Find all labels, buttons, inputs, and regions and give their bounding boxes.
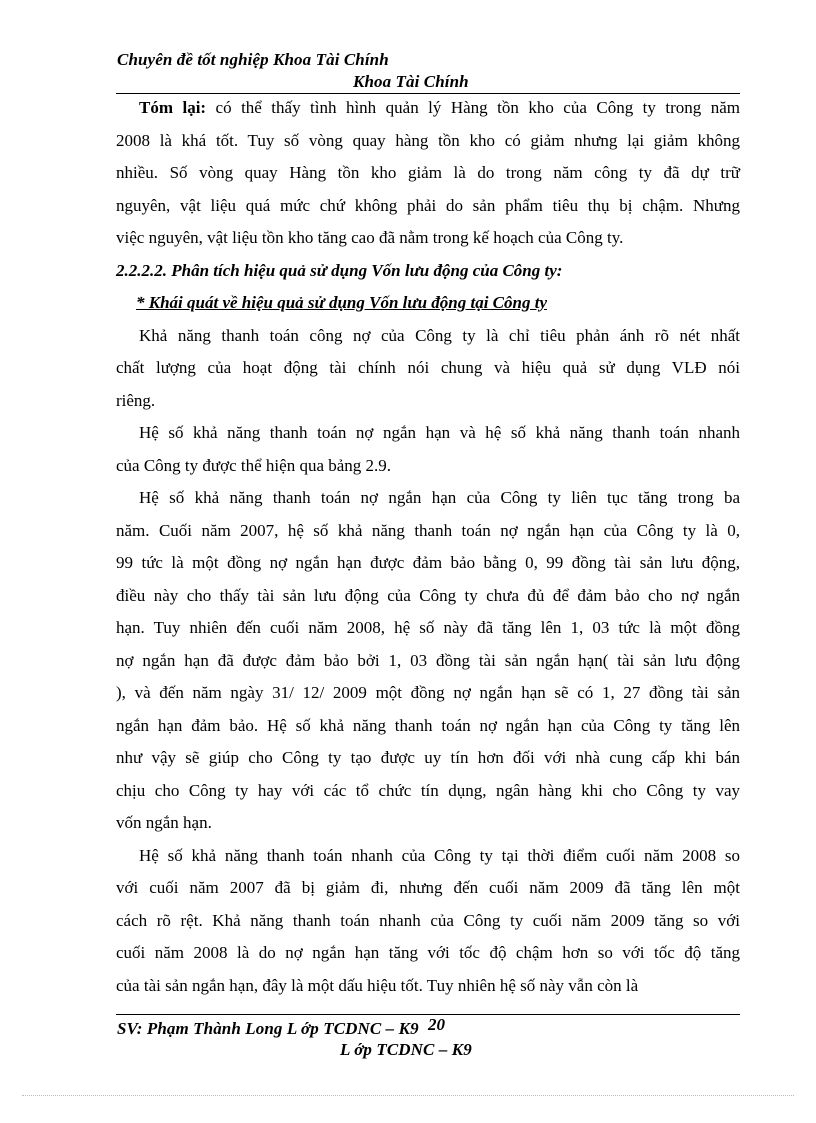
footer-author: SV: Phạm Thành Long L ớp TCDNC – K9 <box>117 1019 419 1038</box>
paragraph-line: điều này cho thấy tài sản lưu động của Công ty chưa đủ để đảm bảo cho nợ ngắn <box>116 585 740 605</box>
paragraph-line: với cuối năm 2007 đã bị giảm đi, nhưng đến cuối năm 2009 đã tăng lên một <box>116 878 740 897</box>
paragraph-line: Khả năng thanh toán công nợ của Công ty là chỉ tiêu phản ánh rõ nét nhất <box>139 325 740 345</box>
summary-line <box>116 92 740 125</box>
header-title: Chuyên đề tốt nghiệp Khoa Tài Chính <box>117 50 389 69</box>
paragraph-line: Hệ số khả năng thanh toán nợ ngắn hạn của Công ty liên tục tăng trong ba <box>139 488 740 507</box>
summary-lead: Tóm lại: <box>139 98 207 117</box>
summary-line: nguyên, vật liệu quá mức chứ không phải do sản phẩm tiêu thụ bị chậm. Nhưng <box>116 195 740 215</box>
body-paragraph <box>116 417 740 482</box>
footer-class: L ớp TCDNC – K9 <box>340 1040 472 1059</box>
summary-line: 2008 là khá tốt. Tuy số vòng quay hàng tồn kho có giảm nhưng lại giảm không <box>116 130 740 150</box>
paragraph-line: năm. Cuối năm 2007, hệ số khả năng thanh toán nợ ngắn hạn của Công ty là 0, <box>116 520 740 540</box>
summary-line: việc nguyên, vật liệu tồn kho tăng cao đã nằm trong kế hoạch của Công ty. <box>116 228 624 247</box>
paragraph-line: riêng. <box>116 390 156 410</box>
body-paragraph <box>116 482 740 840</box>
paragraph-line: cuối năm 2008 là do nợ ngắn hạn tăng với tốc độ chậm hơn so với tốc độ tăng <box>116 943 740 962</box>
body-paragraph <box>116 320 740 418</box>
summary-line: nhiều. Số vòng quay Hàng tồn kho giảm là do trong năm công ty đã dự trữ <box>116 163 740 182</box>
paragraph-line: Hệ số khả năng thanh toán nợ ngắn hạn và hệ số khả năng thanh toán nhanh <box>139 423 740 442</box>
paragraph-line: ), và đến năm ngày 31/ 12/ 2009 một đồng nợ ngắn hạn sẽ có 1, 27 đồng tài sản <box>116 683 740 702</box>
paragraph-line: Hệ số khả năng thanh toán nhanh của Công ty tại thời điểm cuối năm 2008 so <box>139 845 740 865</box>
summary-line-text: có thể thấy tình hình quản lý Hàng tồn kho của Công ty trong năm <box>206 98 740 117</box>
paragraph-line: chất lượng của hoạt động tài chính nói chung và hiệu quả sử dụng VLĐ nói <box>116 358 740 377</box>
paragraph-line: như vậy sẽ giúp cho Công ty tạo được uy tín hơn đối với nhà cung cấp khi bán <box>116 748 740 767</box>
page-number: 20 <box>428 1015 445 1034</box>
paragraph-line: nợ ngắn hạn đã được đảm bảo bởi 1, 03 đồng tài sản ngắn hạn( tài sản lưu động <box>116 650 740 670</box>
paragraph-line: cách rõ rệt. Khả năng thanh toán nhanh của Công ty cuối năm 2009 tăng so với <box>116 910 740 930</box>
page-bottom-divider <box>22 1095 794 1096</box>
paragraph-line: 99 tức là một đồng nợ ngắn hạn được đảm bảo bằng 0, 99 đồng tài sản lưu động, <box>116 553 740 572</box>
paragraph-line: vốn ngắn hạn. <box>116 813 212 832</box>
document-body <box>116 92 740 1002</box>
paragraph-line: của Công ty được thể hiện qua bảng 2.9. <box>116 455 392 475</box>
summary-paragraph <box>116 92 740 255</box>
sub-heading: * Khái quát về hiệu quả sử dụng Vốn lưu động tại Công ty <box>136 293 547 312</box>
paragraph-line: hạn. Tuy nhiên đến cuối năm 2008, hệ số này đã tăng lên 1, 03 tức là một đồng <box>116 618 740 637</box>
paragraph-line: của tài sản ngắn hạn, đây là một dấu hiệu tốt. Tuy nhiên hệ số này vẫn còn là <box>116 975 639 995</box>
section-heading: 2.2.2.2. Phân tích hiệu quả sử dụng Vốn lưu động của Công ty: <box>116 260 563 280</box>
header-subtitle: Khoa Tài Chính <box>353 72 469 91</box>
paragraph-line: chịu cho Công ty hay với các tổ chức tín dụng, ngân hàng khi cho Công ty vay <box>116 780 740 800</box>
paragraph-line: ngắn hạn đảm bảo. Hệ số khả năng thanh toán nợ ngắn hạn của Công ty tăng lên <box>116 715 740 735</box>
body-paragraph <box>116 840 740 1003</box>
